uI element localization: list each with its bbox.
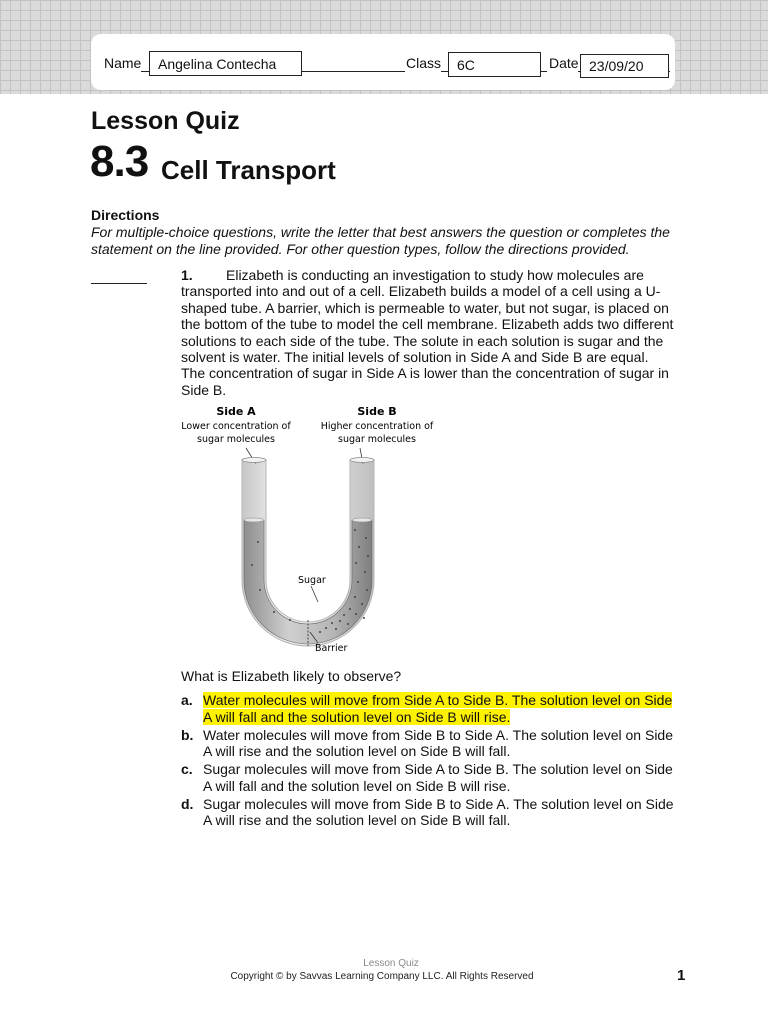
side-a-title: Side A: [216, 405, 256, 418]
lesson-title: Cell Transport: [161, 155, 336, 185]
lesson-quiz-label: Lesson Quiz: [91, 107, 240, 135]
option-letter: d.: [181, 795, 194, 812]
u-tube-diagram: [170, 400, 460, 658]
side-a-caption-line2: sugar molecules: [197, 434, 275, 445]
side-b-caption-line1: Higher concentration of: [320, 421, 434, 432]
question-prompt: What is Elizabeth likely to observe?: [181, 668, 402, 684]
option-letter: c.: [181, 761, 193, 777]
page-number: 1: [677, 967, 686, 984]
option-letter: a.: [181, 692, 193, 708]
option-c[interactable]: [181, 761, 681, 794]
option-text: Sugar molecules will move from Side A to Side B. The solution level on Side A will fall and the solution level on Side B will rise.: [203, 761, 673, 794]
question-text: Elizabeth is conducting an investigation to study how molecules are transported into and out of a cell. Elizabeth builds a model of a cell using a U-shaped tube. A barrier, which is permeable to water, but not sugar, is placed on the bottom of the tube to model the cell membrane. Elizabeth adds two different solutions to each side of the tube. The solute in each solution is sugar and the solvent is water. The initial levels of solution in Side A and Side B are equal. The concentration of sugar in Side A is lower than the concentration of sugar in Side B.: [181, 267, 674, 398]
side-b-title: Side B: [357, 405, 397, 418]
option-letter: b.: [181, 726, 194, 743]
option-d[interactable]: [181, 796, 681, 829]
answer-blank-line[interactable]: [91, 283, 147, 284]
footer-title: Lesson Quiz: [363, 958, 419, 969]
side-a-caption-line1: Lower concentration of: [181, 421, 291, 432]
option-b[interactable]: [181, 727, 681, 760]
lesson-number: 8.3: [90, 137, 149, 186]
class-field[interactable]: 6C: [448, 52, 541, 77]
directions-text: For multiple-choice questions, write the letter that best answers the question or completes the statement on the line provided. For other question types, follow the directions provided.: [91, 224, 670, 257]
name-label: Name: [104, 55, 142, 71]
name-field[interactable]: Angelina Contecha: [149, 51, 302, 76]
class-label: Class: [406, 55, 442, 71]
directions-heading: Directions: [91, 207, 160, 223]
date-label: Date: [549, 55, 579, 71]
sugar-label: Sugar: [298, 575, 326, 586]
option-text: Sugar molecules will move from Side B to Side A. The solution level on Side A will rise and the solution level on Side B will fall.: [203, 795, 674, 828]
option-text: Water molecules will move from Side B to Side A. The solution level on Side A will rise and the solution level on Side B will fall.: [203, 726, 673, 759]
footer-copyright: Copyright © by Savvas Learning Company LLC. All Rights Reserved: [230, 971, 534, 982]
date-field[interactable]: 23/09/20: [580, 54, 669, 78]
barrier-label: Barrier: [315, 643, 348, 654]
option-a[interactable]: [181, 692, 681, 725]
side-b-caption-line2: sugar molecules: [338, 434, 416, 445]
question-number: 1.: [181, 267, 193, 283]
answer-options: [181, 692, 681, 830]
option-text-highlighted: Water molecules will move from Side A to Side B. The solution level on Side A will fall and the solution level on Side B will rise.: [203, 692, 673, 725]
